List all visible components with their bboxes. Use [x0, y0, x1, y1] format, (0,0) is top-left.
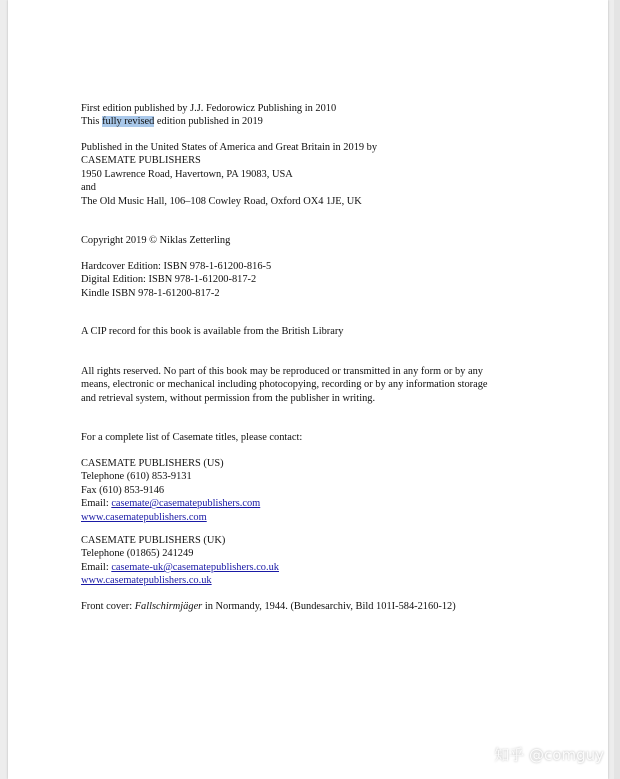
us-publisher-name: CASEMATE PUBLISHERS (US) [81, 458, 224, 469]
rights-line-2: means, electronic or mechanical including photocopying, recording or by any information storage [81, 379, 488, 391]
publisher-address-us: 1950 Lawrence Road, Havertown, PA 19083, USA [81, 168, 293, 180]
publisher-name: CASEMATE PUBLISHERS [81, 155, 201, 167]
document-page [8, 0, 608, 779]
isbn-block [81, 260, 271, 300]
uk-email-link[interactable]: casemate-uk@casematepublishers.co.uk [111, 561, 279, 573]
revised-edition-line [81, 115, 336, 128]
us-telephone: Telephone (610) 853-9131 [81, 471, 192, 483]
front-cover-line [81, 600, 456, 613]
uk-contact-block [81, 534, 279, 588]
isbn-digital: Digital Edition: ISBN 978-1-61200-817-2 [81, 274, 257, 286]
cip-text: A CIP record for this book is available from the British Library [81, 326, 344, 337]
publisher-and: and [81, 182, 97, 194]
us-web-line [81, 511, 260, 524]
isbn-hardcover: Hardcover Edition: ISBN 978-1-61200-816-5 [81, 261, 272, 272]
us-email-line [81, 497, 260, 510]
first-edition-line: First edition published by J.J. Fedorowicz Publishing in 2010 [81, 103, 337, 114]
copyright-text: Copyright 2019 © Niklas Zetterling [81, 235, 231, 246]
front-cover-prefix: Front cover: [81, 601, 135, 612]
contact-intro [81, 431, 302, 444]
rights-line-1: All rights reserved. No part of this book may be reproduced or transmitted in any form or by any [81, 366, 483, 377]
uk-website-link[interactable]: www.casematepublishers.co.uk [81, 575, 212, 587]
published-in-line: Published in the United States of America and Great Britain in 2019 by [81, 142, 378, 153]
isbn-kindle: Kindle ISBN 978-1-61200-817-2 [81, 287, 220, 299]
uk-publisher-name: CASEMATE PUBLISHERS (UK) [81, 535, 226, 546]
copyright-line [81, 234, 230, 247]
front-cover-title: Fallschirmjäger [134, 601, 203, 612]
uk-web-line [81, 574, 279, 587]
uk-email-line [81, 561, 279, 574]
contact-intro-text: For a complete list of Casemate titles, please contact: [81, 432, 303, 443]
revised-edition-suffix: edition published in 2019 [154, 116, 263, 128]
edition-block [81, 102, 336, 129]
rights-block [81, 365, 488, 405]
publisher-block [81, 141, 377, 208]
uk-telephone: Telephone (01865) 241249 [81, 548, 194, 560]
publisher-address-uk: The Old Music Hall, 106–108 Cowley Road, Oxford OX4 1JE, UK [81, 195, 362, 207]
rights-line-3: and retrieval system, without permission from the publisher in writing. [81, 392, 376, 404]
revised-edition-prefix: This [81, 116, 103, 128]
vertical-scrollbar[interactable] [614, 0, 620, 779]
us-contact-block [81, 457, 260, 524]
cip-line [81, 325, 344, 338]
us-email-label: Email: [81, 498, 112, 510]
selected-text-highlight[interactable]: fully revised [102, 116, 155, 128]
watermark-text: 知乎 @comguy [494, 746, 604, 764]
us-email-link[interactable]: casemate@casematepublishers.com [111, 498, 261, 510]
us-website-link[interactable]: www.casematepublishers.com [81, 511, 207, 523]
uk-email-label: Email: [81, 561, 112, 573]
us-fax: Fax (610) 853-9146 [81, 484, 165, 496]
front-cover-suffix: in Normandy, 1944. (Bundesarchiv, Bild 101I-584-2160-12) [202, 601, 456, 612]
front-cover-text [81, 600, 456, 613]
